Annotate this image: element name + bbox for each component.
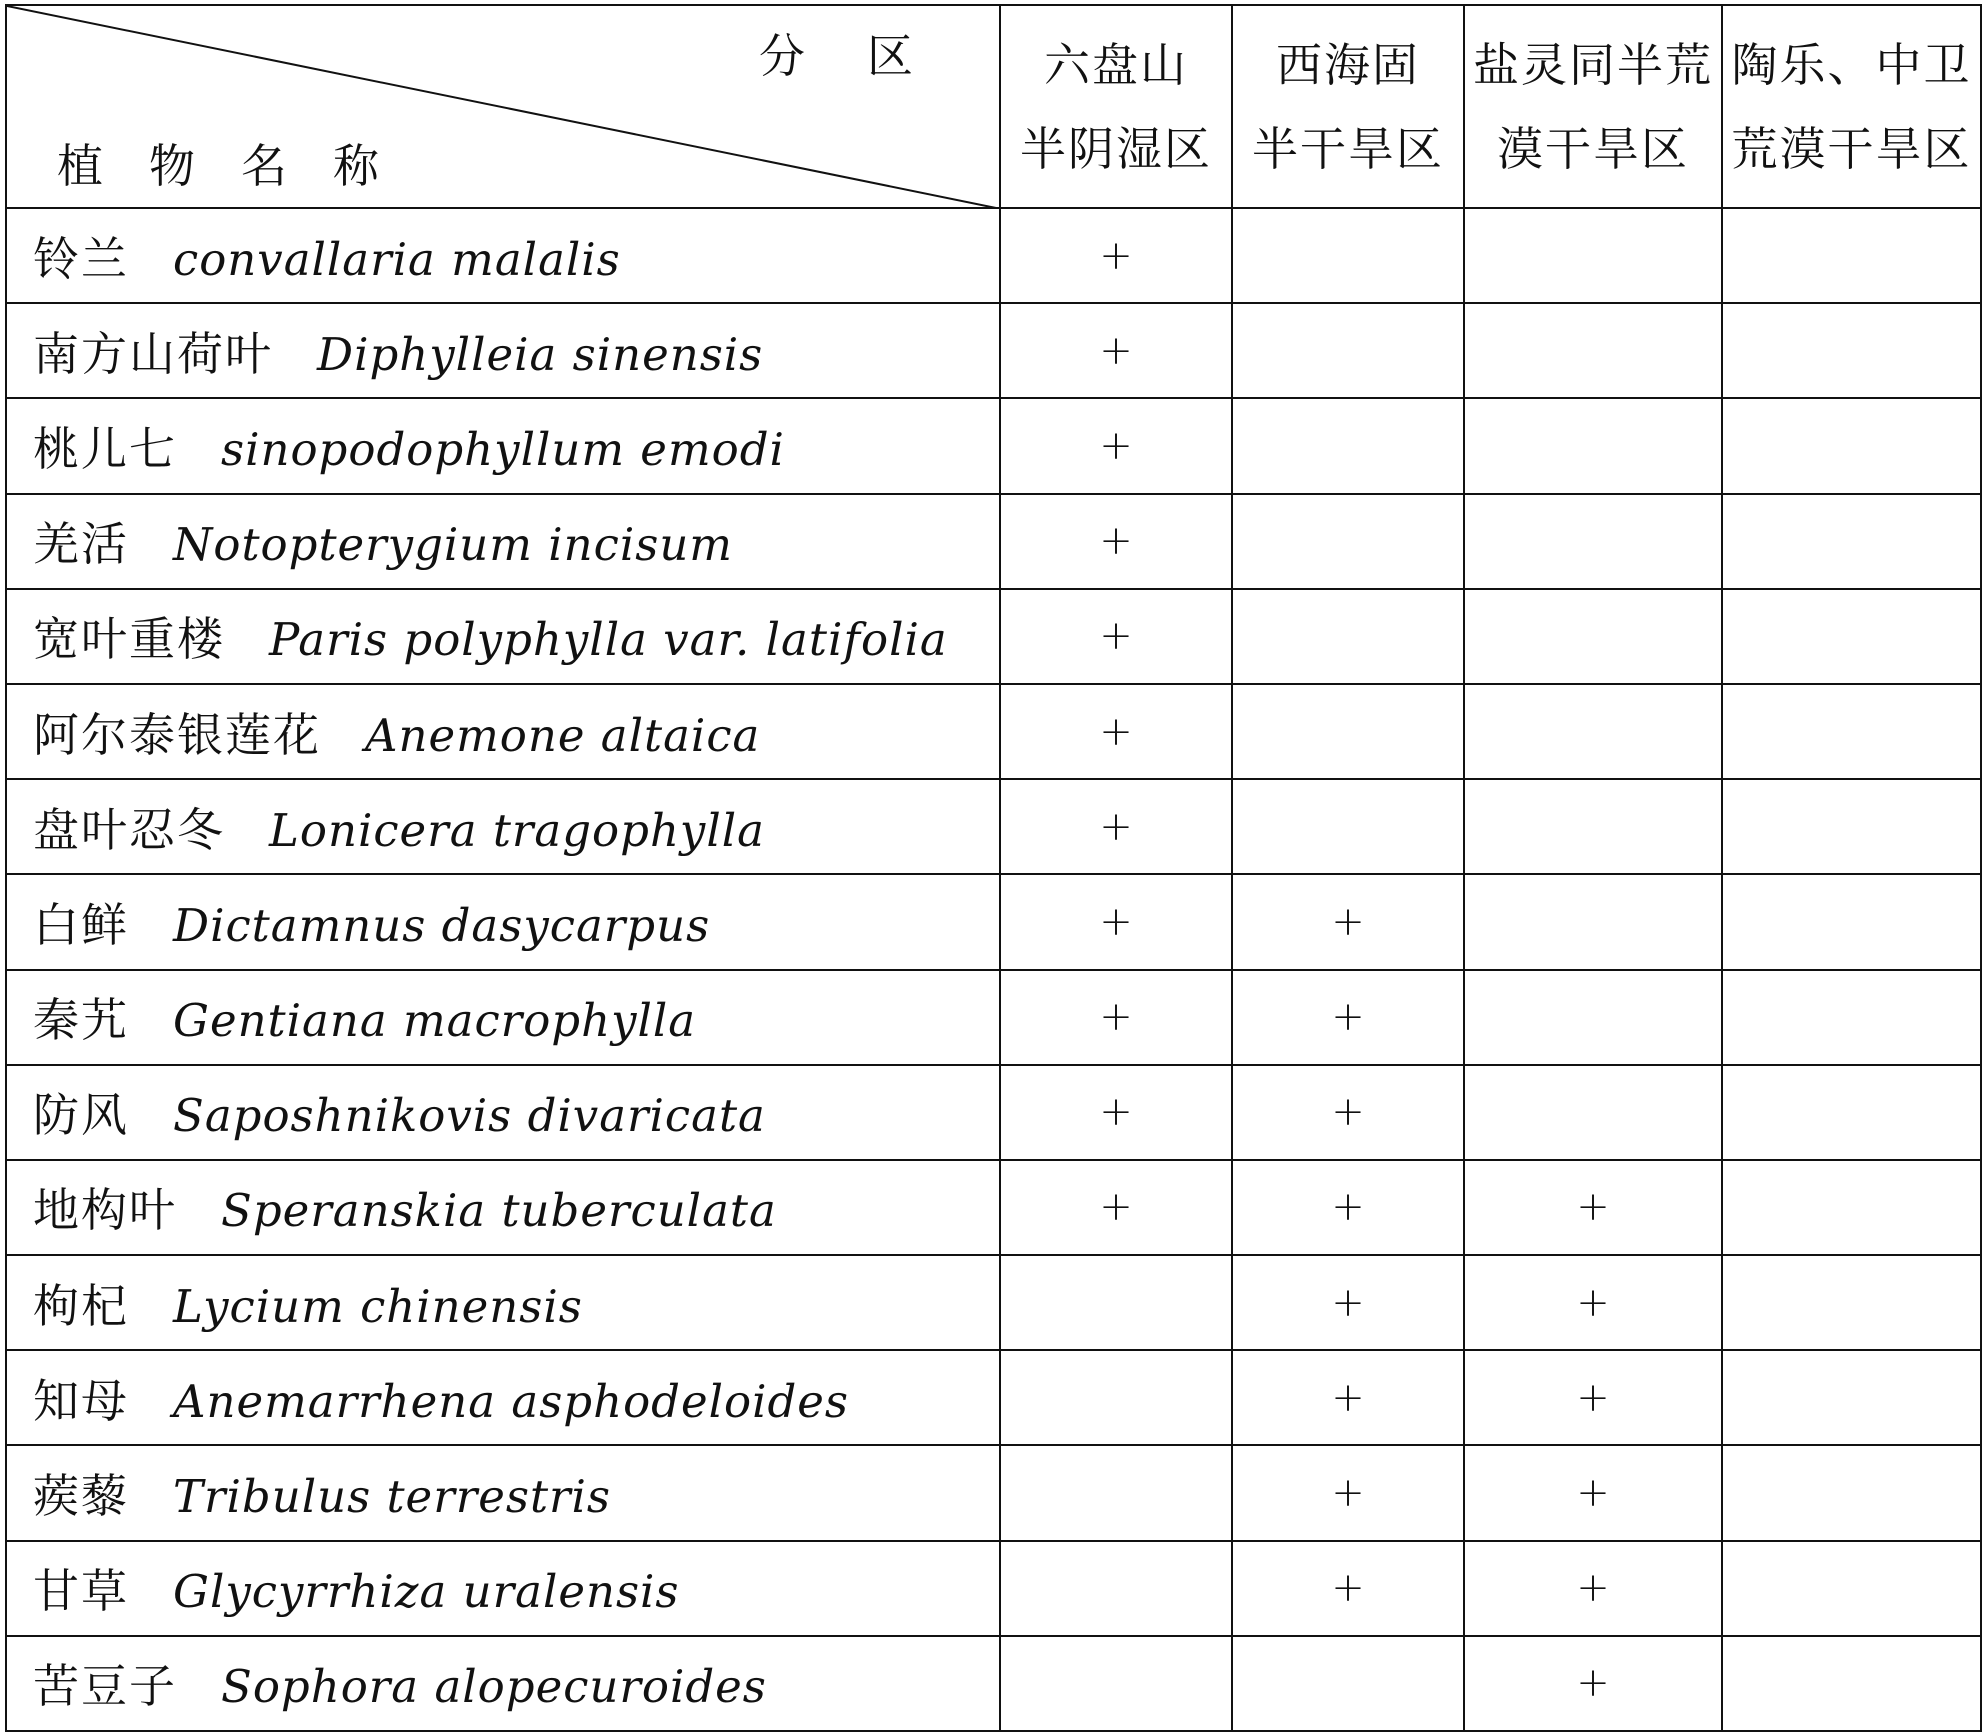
plant-latin-name: convallaria malalis bbox=[173, 232, 621, 286]
plant-name-cell bbox=[6, 398, 1000, 493]
zone-presence-cell bbox=[1464, 684, 1722, 779]
zone-presence-cell bbox=[1000, 208, 1232, 303]
plant-latin-name: Speranskia tuberculata bbox=[221, 1184, 777, 1238]
plant-chinese-name: 羌活 bbox=[33, 517, 129, 572]
zone-presence-cell bbox=[1232, 1636, 1464, 1731]
presence-mark: + bbox=[1576, 1660, 1610, 1707]
zone-presence-cell bbox=[1000, 1350, 1232, 1445]
plant-latin-name: Glycyrrhiza uralensis bbox=[173, 1565, 680, 1619]
zone-presence-cell bbox=[1722, 1160, 1981, 1255]
plant-name-cell bbox=[6, 1160, 1000, 1255]
plant-name-cell bbox=[6, 779, 1000, 874]
plant-latin-name: Lycium chinensis bbox=[173, 1279, 583, 1333]
presence-mark: + bbox=[1331, 1470, 1365, 1517]
presence-mark: + bbox=[1576, 1374, 1610, 1421]
plant-chinese-name: 蒺藜 bbox=[33, 1469, 129, 1524]
plant-chinese-name: 知母 bbox=[33, 1373, 129, 1428]
zone-presence-cell bbox=[1722, 970, 1981, 1065]
plant-name-cell bbox=[6, 1255, 1000, 1350]
table-row bbox=[6, 1541, 1981, 1636]
zone-presence-cell bbox=[1464, 1445, 1722, 1540]
plant-latin-name: Anemarrhena asphodeloides bbox=[173, 1374, 850, 1428]
zone-header-line1: 陶乐、中卫 bbox=[1731, 37, 1972, 92]
table-row bbox=[6, 970, 1981, 1065]
zone-presence-cell bbox=[1232, 779, 1464, 874]
plant-latin-name: Anemone altaica bbox=[365, 708, 761, 762]
plant-chinese-name: 苦豆子 bbox=[33, 1659, 177, 1714]
plant-chinese-name: 防风 bbox=[33, 1088, 129, 1143]
zone-presence-cell bbox=[1000, 494, 1232, 589]
zone-presence-cell bbox=[1722, 303, 1981, 398]
plant-latin-name: sinopodophyllum emodi bbox=[221, 422, 785, 476]
zone-presence-cell bbox=[1000, 1160, 1232, 1255]
zone-presence-cell bbox=[1232, 1065, 1464, 1160]
zone-presence-cell bbox=[1722, 874, 1981, 969]
zone-presence-cell bbox=[1722, 684, 1981, 779]
table-row bbox=[6, 208, 1981, 303]
zone-presence-cell bbox=[1232, 1160, 1464, 1255]
plant-name-cell bbox=[6, 589, 1000, 684]
zone-presence-cell bbox=[1000, 1541, 1232, 1636]
plant-latin-name: Tribulus terrestris bbox=[173, 1470, 612, 1524]
zone-header-line2: 荒漠干旱区 bbox=[1731, 121, 1972, 176]
zone-presence-cell bbox=[1232, 970, 1464, 1065]
plant-name-cell bbox=[6, 1350, 1000, 1445]
table-row bbox=[6, 1160, 1981, 1255]
zone-presence-cell bbox=[1464, 1065, 1722, 1160]
presence-mark: + bbox=[1576, 1279, 1610, 1326]
zone-presence-cell bbox=[1232, 589, 1464, 684]
plant-latin-name: Dictamnus dasycarpus bbox=[173, 898, 711, 952]
plant-latin-name: Gentiana macrophylla bbox=[173, 994, 697, 1048]
plant-name-cell bbox=[6, 494, 1000, 589]
zone-presence-cell bbox=[1722, 1065, 1981, 1160]
plant-name-cell bbox=[6, 684, 1000, 779]
zone-presence-cell bbox=[1000, 589, 1232, 684]
plant-name-cell bbox=[6, 1541, 1000, 1636]
zone-presence-cell bbox=[1000, 303, 1232, 398]
zone-presence-cell bbox=[1722, 589, 1981, 684]
plant-latin-name: Diphylleia sinensis bbox=[317, 327, 764, 381]
presence-mark: + bbox=[1099, 613, 1133, 660]
plant-chinese-name: 枸杞 bbox=[33, 1278, 129, 1333]
table-row bbox=[6, 398, 1981, 493]
zone-presence-cell bbox=[1464, 1636, 1722, 1731]
zone-presence-cell bbox=[1232, 684, 1464, 779]
zone-presence-cell bbox=[1232, 398, 1464, 493]
zone-presence-cell bbox=[1464, 303, 1722, 398]
zone-presence-cell bbox=[1000, 398, 1232, 493]
zone-presence-cell bbox=[1722, 1541, 1981, 1636]
zone-presence-cell bbox=[1000, 1636, 1232, 1731]
zone-presence-cell bbox=[1464, 494, 1722, 589]
zone-presence-cell bbox=[1232, 1350, 1464, 1445]
zone-presence-cell bbox=[1232, 1541, 1464, 1636]
plant-chinese-name: 白鲜 bbox=[33, 897, 129, 952]
zone-presence-cell bbox=[1232, 208, 1464, 303]
table-row bbox=[6, 779, 1981, 874]
table-row bbox=[6, 1065, 1981, 1160]
presence-mark: + bbox=[1099, 327, 1133, 374]
zone-header-xihaigu bbox=[1232, 5, 1464, 208]
presence-mark: + bbox=[1576, 1565, 1610, 1612]
zone-presence-cell bbox=[1464, 1541, 1722, 1636]
zone-presence-cell bbox=[1464, 970, 1722, 1065]
table-row bbox=[6, 494, 1981, 589]
presence-mark: + bbox=[1331, 1089, 1365, 1136]
plant-chinese-name: 南方山荷叶 bbox=[33, 326, 273, 381]
presence-mark: + bbox=[1331, 1374, 1365, 1421]
zone-presence-cell bbox=[1000, 1255, 1232, 1350]
plant-chinese-name: 甘草 bbox=[33, 1564, 129, 1619]
presence-mark: + bbox=[1099, 803, 1133, 850]
plant-name-cell bbox=[6, 970, 1000, 1065]
presence-mark: + bbox=[1331, 1565, 1365, 1612]
zone-presence-cell bbox=[1722, 398, 1981, 493]
zone-presence-cell bbox=[1464, 208, 1722, 303]
zone-presence-cell bbox=[1722, 494, 1981, 589]
plant-chinese-name: 秦艽 bbox=[33, 993, 129, 1048]
presence-mark: + bbox=[1099, 232, 1133, 279]
plant-chinese-name: 地构叶 bbox=[33, 1183, 177, 1238]
presence-mark: + bbox=[1099, 518, 1133, 565]
plant-name-axis-label: 植物名称 bbox=[57, 139, 425, 193]
zone-presence-cell bbox=[1722, 1636, 1981, 1731]
zone-presence-cell bbox=[1000, 779, 1232, 874]
zone-header-line1: 六盘山 bbox=[1044, 37, 1188, 92]
presence-mark: + bbox=[1331, 898, 1365, 945]
zone-presence-cell bbox=[1232, 494, 1464, 589]
plant-chinese-name: 铃兰 bbox=[33, 231, 129, 286]
plant-chinese-name: 桃儿七 bbox=[33, 421, 177, 476]
presence-mark: + bbox=[1331, 1279, 1365, 1326]
corner-header-cell bbox=[6, 5, 1000, 208]
plant-name-cell bbox=[6, 208, 1000, 303]
zone-presence-cell bbox=[1000, 1445, 1232, 1540]
zone-presence-cell bbox=[1722, 779, 1981, 874]
zone-presence-cell bbox=[1722, 1445, 1981, 1540]
presence-mark: + bbox=[1576, 1184, 1610, 1231]
presence-mark: + bbox=[1331, 994, 1365, 1041]
presence-mark: + bbox=[1099, 1089, 1133, 1136]
zone-header-line1: 盐灵同半荒 bbox=[1473, 37, 1713, 92]
zone-header-line2: 漠干旱区 bbox=[1497, 121, 1689, 176]
plant-name-cell bbox=[6, 874, 1000, 969]
zone-presence-cell bbox=[1000, 1065, 1232, 1160]
presence-mark: + bbox=[1576, 1470, 1610, 1517]
zone-header-liupanshan bbox=[1000, 5, 1232, 208]
table-row bbox=[6, 589, 1981, 684]
plant-name-cell bbox=[6, 303, 1000, 398]
presence-mark: + bbox=[1099, 708, 1133, 755]
zone-presence-cell bbox=[1000, 874, 1232, 969]
zone-presence-cell bbox=[1464, 398, 1722, 493]
plant-latin-name: Saposhnikovis divaricata bbox=[173, 1089, 766, 1143]
zone-header-taole-zhongwei bbox=[1722, 5, 1981, 208]
presence-mark: + bbox=[1099, 898, 1133, 945]
zone-presence-cell bbox=[1000, 684, 1232, 779]
zone-header-yanlingtong bbox=[1464, 5, 1722, 208]
zone-presence-cell bbox=[1464, 779, 1722, 874]
zone-header-line2: 半干旱区 bbox=[1252, 121, 1444, 176]
header-row bbox=[6, 5, 1981, 208]
table-row bbox=[6, 1255, 1981, 1350]
table-row bbox=[6, 303, 1981, 398]
table-row bbox=[6, 874, 1981, 969]
table-row bbox=[6, 1445, 1981, 1540]
plant-name-cell bbox=[6, 1445, 1000, 1540]
table-row bbox=[6, 684, 1981, 779]
presence-mark: + bbox=[1099, 994, 1133, 1041]
plant-chinese-name: 宽叶重楼 bbox=[33, 612, 225, 667]
zone-presence-cell bbox=[1464, 1255, 1722, 1350]
zone-presence-cell bbox=[1232, 874, 1464, 969]
table-row bbox=[6, 1636, 1981, 1731]
table-row bbox=[6, 1350, 1981, 1445]
zone-presence-cell bbox=[1722, 208, 1981, 303]
plant-latin-name: Paris polyphylla var. latifolia bbox=[269, 613, 948, 667]
zone-presence-cell bbox=[1722, 1350, 1981, 1445]
plant-distribution-table bbox=[5, 4, 1982, 1732]
zone-presence-cell bbox=[1464, 874, 1722, 969]
zone-presence-cell bbox=[1464, 1350, 1722, 1445]
plant-chinese-name: 盘叶忍冬 bbox=[33, 802, 225, 857]
presence-mark: + bbox=[1099, 422, 1133, 469]
plant-name-cell bbox=[6, 1065, 1000, 1160]
zone-presence-cell bbox=[1232, 1255, 1464, 1350]
presence-mark: + bbox=[1099, 1184, 1133, 1231]
plant-latin-name: Sophora alopecuroides bbox=[221, 1660, 767, 1714]
zone-presence-cell bbox=[1232, 303, 1464, 398]
zone-presence-cell bbox=[1232, 1445, 1464, 1540]
plant-chinese-name: 阿尔泰银莲花 bbox=[33, 707, 321, 762]
plant-latin-name: Lonicera tragophylla bbox=[269, 803, 765, 857]
zone-header-line1: 西海固 bbox=[1276, 37, 1420, 92]
plant-name-cell bbox=[6, 1636, 1000, 1731]
zone-header-line2: 半阴湿区 bbox=[1020, 121, 1212, 176]
zone-presence-cell bbox=[1464, 1160, 1722, 1255]
plant-latin-name: Notopterygium incisum bbox=[173, 518, 733, 572]
zone-presence-cell bbox=[1722, 1255, 1981, 1350]
zone-axis-label: 分区 bbox=[759, 29, 975, 83]
zone-presence-cell bbox=[1000, 970, 1232, 1065]
presence-mark: + bbox=[1331, 1184, 1365, 1231]
zone-presence-cell bbox=[1464, 589, 1722, 684]
